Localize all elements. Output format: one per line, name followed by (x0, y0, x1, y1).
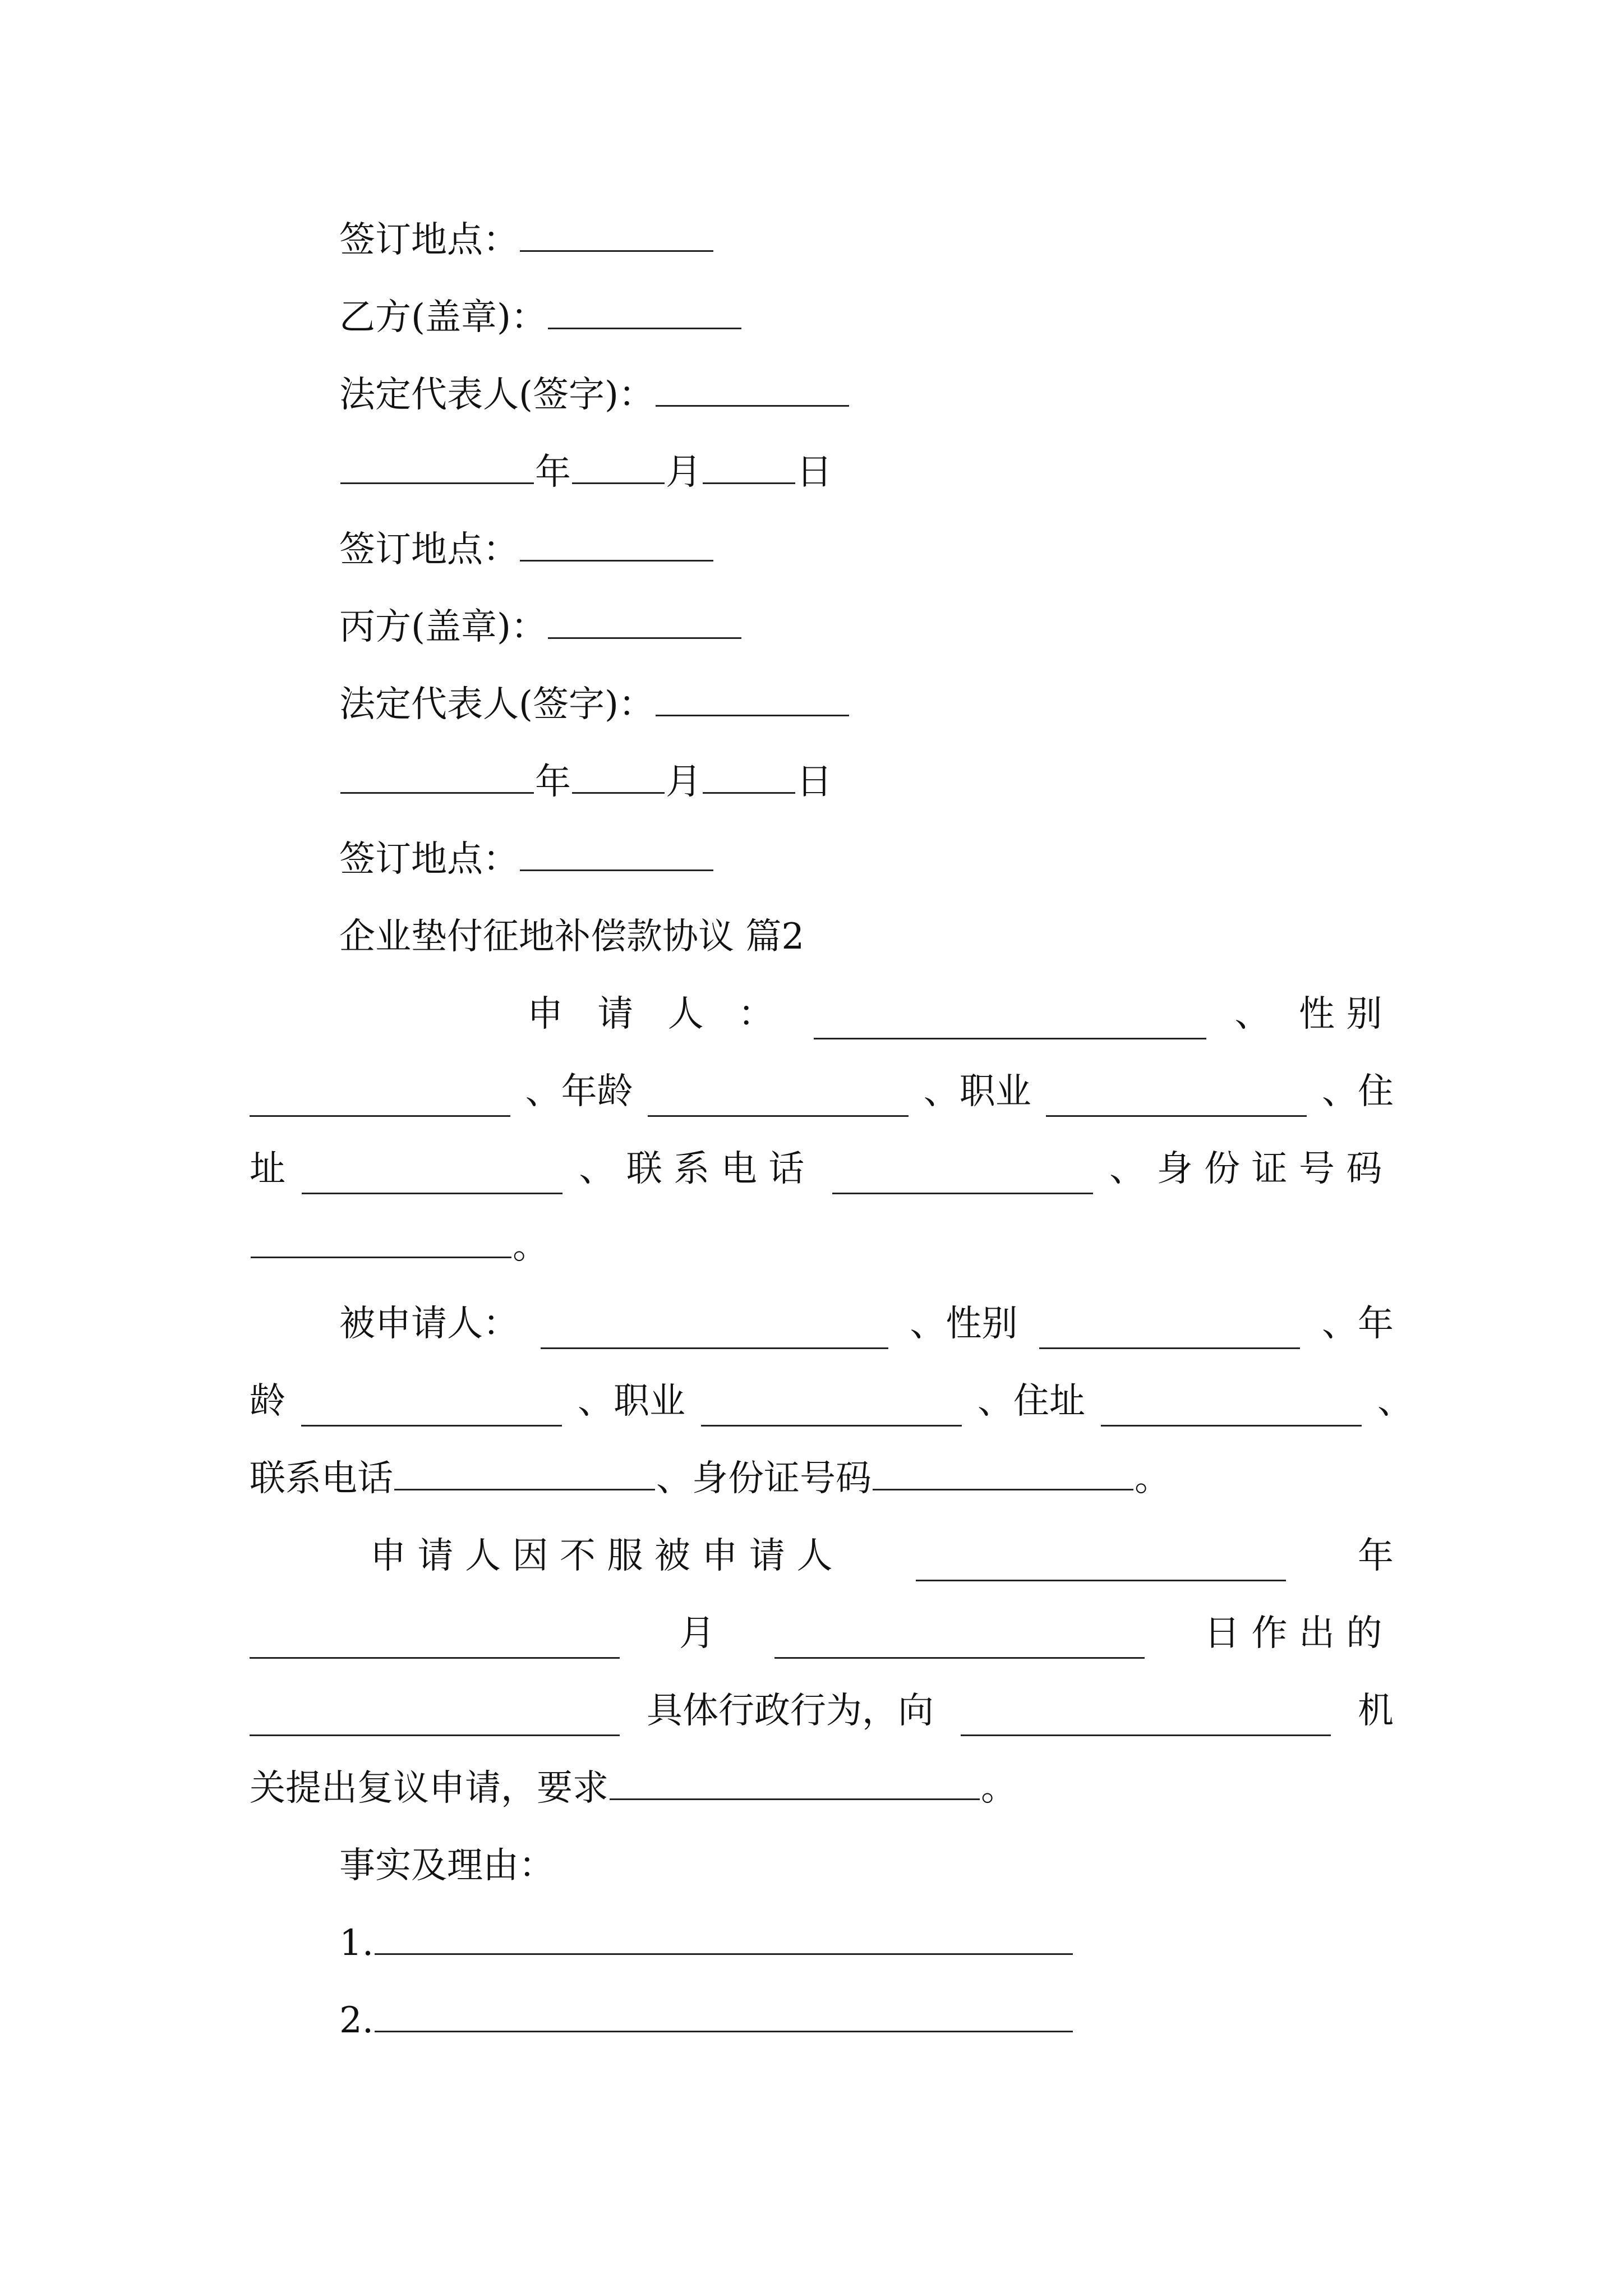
applicant-phone-blank[interactable] (832, 1159, 1093, 1194)
request-month-blank[interactable] (250, 1623, 620, 1659)
request-demand-blank[interactable] (610, 1765, 980, 1800)
date-b-year-label: 年 (535, 452, 571, 493)
date-b-month-label: 月 (666, 452, 702, 493)
date-b-line (339, 447, 1394, 498)
applicant-age-label: 、年龄 (525, 1071, 633, 1112)
rep-c-line (339, 679, 1394, 730)
applicant-phone-label: 、联系电话 (579, 1148, 816, 1190)
respondent-age-blank[interactable] (301, 1391, 562, 1427)
request-year-label: 年 (1358, 1535, 1394, 1577)
rep-b-blank[interactable] (656, 371, 849, 407)
respondent-label: 被申请人： (339, 1303, 519, 1345)
applicant-name-blank[interactable] (814, 1004, 1206, 1039)
rep-c-blank[interactable] (656, 681, 849, 716)
applicant-sep: 、 (1234, 993, 1271, 1035)
respondent-line-3 (250, 1453, 1394, 1504)
respondent-end: 。 (1135, 1458, 1170, 1499)
facts-item-2 (339, 1995, 1394, 2046)
facts-label: 事实及理由： (339, 1845, 555, 1887)
request-end: 。 (981, 1768, 1017, 1809)
date-c-month-blank[interactable] (572, 758, 665, 794)
section-title: 企业垫付征地补偿款协议 篇2 (339, 916, 805, 958)
applicant-age-blank[interactable] (648, 1082, 909, 1117)
party-c-line (339, 602, 1394, 652)
facts-item-1 (339, 1918, 1394, 1968)
facts-item-1-blank[interactable] (375, 1920, 1073, 1955)
rep-c-label: 法定代表人(签字)： (339, 684, 654, 725)
request-day-blank[interactable] (774, 1623, 1145, 1659)
applicant-id-label: 、身份证号码 (1109, 1148, 1394, 1190)
request-year-blank[interactable] (916, 1546, 1286, 1581)
request-act-blank[interactable] (250, 1701, 620, 1736)
applicant-line-2 (250, 1066, 1394, 1117)
request-day-made: 日作出的 (1204, 1613, 1394, 1654)
applicant-line-4 (250, 1221, 1394, 1272)
date-c-line (339, 757, 1394, 807)
request-organ-a: 机 (1358, 1690, 1394, 1732)
applicant-id-blank[interactable] (251, 1223, 511, 1258)
date-c-month-label: 月 (666, 761, 702, 803)
respondent-addr-label: 、住址 (978, 1381, 1085, 1422)
applicant-addr-label-a: 、住 (1321, 1071, 1394, 1112)
date-c-year-blank[interactable] (340, 758, 534, 794)
respondent-id-blank[interactable] (873, 1455, 1133, 1490)
respondent-gender-blank[interactable] (1039, 1314, 1300, 1349)
date-b-year-blank[interactable] (340, 449, 534, 484)
request-line-4 (250, 1763, 1394, 1814)
applicant-line-3 (250, 1144, 1394, 1194)
request-text-1: 申请人因不服被申请人 (370, 1535, 844, 1577)
applicant-end: 。 (513, 1226, 548, 1267)
party-b-line (339, 292, 1394, 343)
applicant-label: 申 请 人 ： (527, 993, 786, 1035)
date-b-day-blank[interactable] (703, 449, 795, 484)
respondent-line-1 (339, 1299, 1394, 1349)
sign-place-blank-3[interactable] (520, 836, 713, 871)
party-b-blank[interactable] (548, 294, 741, 329)
request-month-label: 月 (679, 1613, 716, 1654)
applicant-addr-blank[interactable] (302, 1159, 562, 1194)
request-organ-b: 关提出复议申请，要求 (250, 1768, 608, 1809)
sign-place-line (339, 215, 1394, 265)
facts-item-1-number: 1. (339, 1922, 374, 1964)
sign-place-label-2: 签订地点： (339, 529, 519, 570)
date-b-day-label: 日 (796, 452, 832, 493)
respondent-age-label-a: 、年 (1322, 1303, 1394, 1345)
respondent-sep: 、 (1377, 1381, 1413, 1422)
request-line-3 (250, 1686, 1394, 1736)
applicant-gender-blank[interactable] (250, 1082, 510, 1117)
sign-place-blank[interactable] (520, 217, 713, 252)
applicant-gender-label: 性别 (1299, 993, 1394, 1035)
rep-b-label: 法定代表人(签字)： (339, 374, 654, 416)
party-c-label: 丙方(盖章)： (339, 606, 547, 648)
sign-place-line-3 (339, 834, 1394, 885)
respondent-phone-blank[interactable] (394, 1455, 655, 1490)
respondent-phone-label: 联系电话 (250, 1458, 393, 1499)
request-line-2 (250, 1608, 1394, 1659)
sign-place-label: 签订地点： (339, 219, 519, 261)
request-organ-blank[interactable] (961, 1701, 1331, 1736)
facts-item-2-blank[interactable] (375, 1997, 1073, 2032)
request-act-text: 具体行政行为，向 (647, 1690, 934, 1732)
respondent-job-blank[interactable] (701, 1391, 962, 1427)
sign-place-line-2 (339, 524, 1394, 575)
rep-b-line (339, 370, 1394, 420)
sign-place-label-3: 签订地点： (339, 839, 519, 880)
sign-place-blank-2[interactable] (520, 526, 713, 562)
respondent-line-2 (250, 1376, 1413, 1427)
date-c-day-label: 日 (796, 761, 832, 803)
applicant-job-label: 、职业 (923, 1071, 1031, 1112)
respondent-gender-label: 、性别 (910, 1303, 1018, 1345)
party-b-label: 乙方(盖章)： (339, 297, 547, 338)
applicant-line-1 (527, 989, 1394, 1039)
respondent-id-label: 、身份证号码 (656, 1458, 872, 1499)
respondent-job-label: 、职业 (578, 1381, 685, 1422)
date-b-month-blank[interactable] (572, 449, 665, 484)
facts-item-2-number: 2. (339, 2000, 374, 2041)
respondent-age-label-b: 龄 (250, 1381, 285, 1422)
party-c-blank[interactable] (548, 604, 741, 639)
date-c-year-label: 年 (535, 761, 571, 803)
applicant-job-blank[interactable] (1046, 1082, 1307, 1117)
respondent-name-blank[interactable] (541, 1314, 888, 1349)
applicant-addr-label-b: 址 (250, 1148, 285, 1190)
respondent-addr-blank[interactable] (1101, 1391, 1362, 1427)
request-line-1 (370, 1531, 1394, 1581)
date-c-day-blank[interactable] (703, 758, 795, 794)
